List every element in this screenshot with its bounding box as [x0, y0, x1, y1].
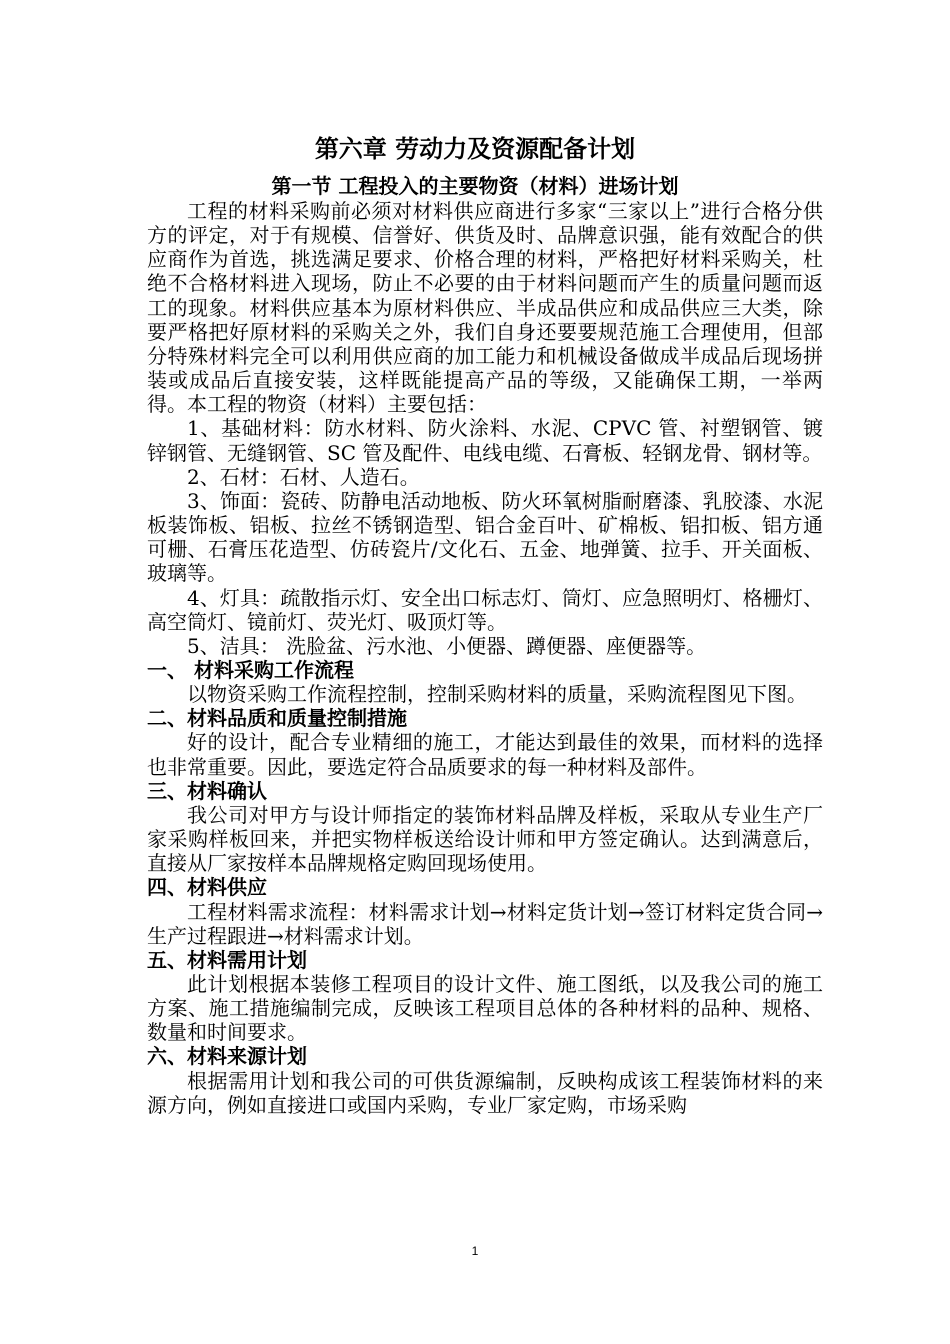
section-heading: 五、材料需用计划 [147, 947, 307, 972]
intro-paragraph: 工程的材料采购前必须对材料供应商进行多家“三家以上”进行合格分供方的评定，对于有规模、信誉好、供货及时、品牌意识强，能有效配合的供应商作为首选，挑选满足要求、价格合理的材料，严格把好材料采购关，杜绝不合格材料进入现场，防止不必要的由于材料问题而产生的质量问题而返工的现象。材料供应基本为原材料供应、半成品供应和成品供应三大类，除要严格把好原材料的采购关之外，我们自身还要要规范施工合理使用，但部分特殊材料完全可以利用供应商的加工能力和机械设备做成半成品后现场拼装或成品后直接安装，这样既能提高产品的等级，又能确保工期，一举两得。本工程的物资（材料）主要包括： [147, 199, 823, 417]
material-item: 3、饰面：瓷砖、防静电活动地板、防火环氧树脂耐磨漆、乳胶漆、水泥板装饰板、铝板、拉丝不锈钢造型、铝合金百叶、矿棉板、铝扣板、铝方通可栅、石膏压花造型、仿砖瓷片/文化石、五金、地弹簧、拉手、开关面板、玻璃等。 [147, 488, 823, 586]
section-paragraph: 以物资采购工作流程控制，控制采购材料的质量，采购流程图见下图。 [187, 682, 807, 707]
page-number: 1 [471, 1244, 479, 1258]
material-item: 5、洁具： 洗脸盆、污水池、小便器、蹲便器、座便器等。 [187, 633, 707, 658]
section-heading: 六、材料来源计划 [147, 1044, 307, 1069]
material-item: 2、石材：石材、人造石。 [187, 464, 420, 489]
section-paragraph: 工程材料需求流程：材料需求计划→材料定货计划→签订材料定货合同→生产过程跟进→材料需求计划。 [147, 899, 823, 948]
section-heading: 三、材料确认 [147, 778, 267, 803]
chapter-title: 第六章 劳动力及资源配备计划 [314, 135, 636, 163]
section-paragraph: 根据需用计划和我公司的可供货源编制，反映构成该工程装饰材料的来源方向，例如直接进口或国内采购，专业厂家定购，市场采购 [147, 1068, 823, 1117]
section-paragraph: 好的设计，配合专业精细的施工，才能达到最佳的效果，而材料的选择也非常重要。因此，要选定符合品质要求的每一种材料及部件。 [147, 730, 823, 779]
document-body [147, 199, 823, 1117]
material-item: 4、灯具：疏散指示灯、安全出口标志灯、筒灯、应急照明灯、格栅灯、高空筒灯、镜前灯、荧光灯、吸顶灯等。 [147, 585, 823, 634]
section-heading: 二、材料品质和质量控制措施 [147, 706, 407, 731]
section-heading: 一、 材料采购工作流程 [147, 657, 354, 682]
section-heading: 四、材料供应 [147, 875, 267, 900]
section-paragraph: 我公司对甲方与设计师指定的装饰材料品牌及样板，采取从专业生产厂家采购样板回来，并把实物样板送给设计师和甲方签定确认。达到满意后， 直接从厂家按样本品牌规格定购回现场使用。 [147, 802, 823, 876]
section-paragraph: 此计划根据本装修工程项目的设计文件、施工图纸，以及我公司的施工方案、施工措施编制完成，反映该工程项目总体的各种材料的品种、规格、数量和时间要求。 [147, 972, 823, 1045]
section-title: 第一节 工程投入的主要物资（材料）进场计划 [271, 174, 679, 198]
material-item: 1、基础材料：防水材料、防火涂料、水泥、CPVC 管、衬塑钢管、镀锌钢管、无缝钢管、SC 管及配件、电线电缆、石膏板、轻钢龙骨、钢材等。 [147, 416, 823, 465]
